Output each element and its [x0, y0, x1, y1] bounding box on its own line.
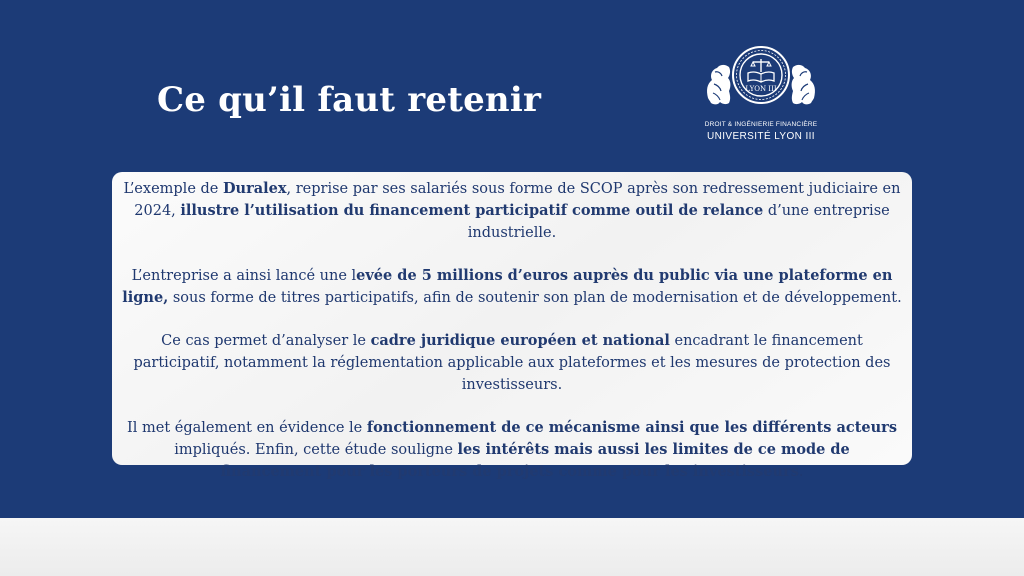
logo-subtitle: DROIT & INGÉNIERIE FINANCIÈRE	[704, 121, 818, 128]
text-run: L’entreprise a ainsi lancé une l	[131, 268, 357, 284]
highlight-limites: les intérêts mais aussi les limites de ce mode de financement pour les porteurs de projets comme pour les investisseurs	[220, 441, 850, 480]
summary-paragraph-2	[122, 265, 902, 309]
text-run: Ce cas permet d’analyser le	[161, 333, 371, 349]
page-title: Ce qu’il faut retenir	[157, 80, 542, 120]
summary-paragraph-1	[122, 178, 902, 244]
text-run: L’exemple de	[123, 181, 223, 197]
highlight-fonctionnement: fonctionnement de ce mécanisme ainsi que les différents acteurs	[366, 419, 897, 436]
university-seal-icon	[700, 42, 822, 112]
highlight-levee: evée de 5 millions d’euros auprès du public via une plateforme en ligne,	[122, 267, 893, 306]
highlight-cadre: cadre juridique européen et national	[370, 332, 670, 349]
summary-paragraph-3	[122, 330, 902, 396]
text-run: impliqués. Enfin, cette étude souligne	[174, 442, 458, 458]
slide-footer-band	[0, 518, 1024, 576]
text-run: , reprise par ses salariés sous forme de SCOP après son redressement judiciaire en 2024,	[134, 181, 901, 219]
text-run: encadrant le financement participatif, notamment la réglementation applicable aux plateformes et les mesures de protection des investisseurs.	[133, 333, 891, 393]
highlight-relance: illustre l’utilisation du financement participatif comme outil de relance	[180, 202, 764, 219]
highlight-duralex: Duralex	[222, 180, 287, 197]
logo-university-name: UNIVERSITÉ LYON III	[707, 131, 815, 142]
text-run: d’une entreprise industrielle.	[467, 203, 890, 241]
summary-paragraph-4	[122, 417, 902, 483]
university-logo	[700, 42, 822, 146]
seal-text: LYON III	[745, 85, 777, 93]
text-run: sous forme de titres participatifs, afin de soutenir son plan de modernisation et de développement.	[168, 290, 902, 306]
text-run: Il met également en évidence le	[127, 420, 367, 436]
summary-panel	[112, 172, 912, 480]
text-run: .	[798, 464, 804, 480]
